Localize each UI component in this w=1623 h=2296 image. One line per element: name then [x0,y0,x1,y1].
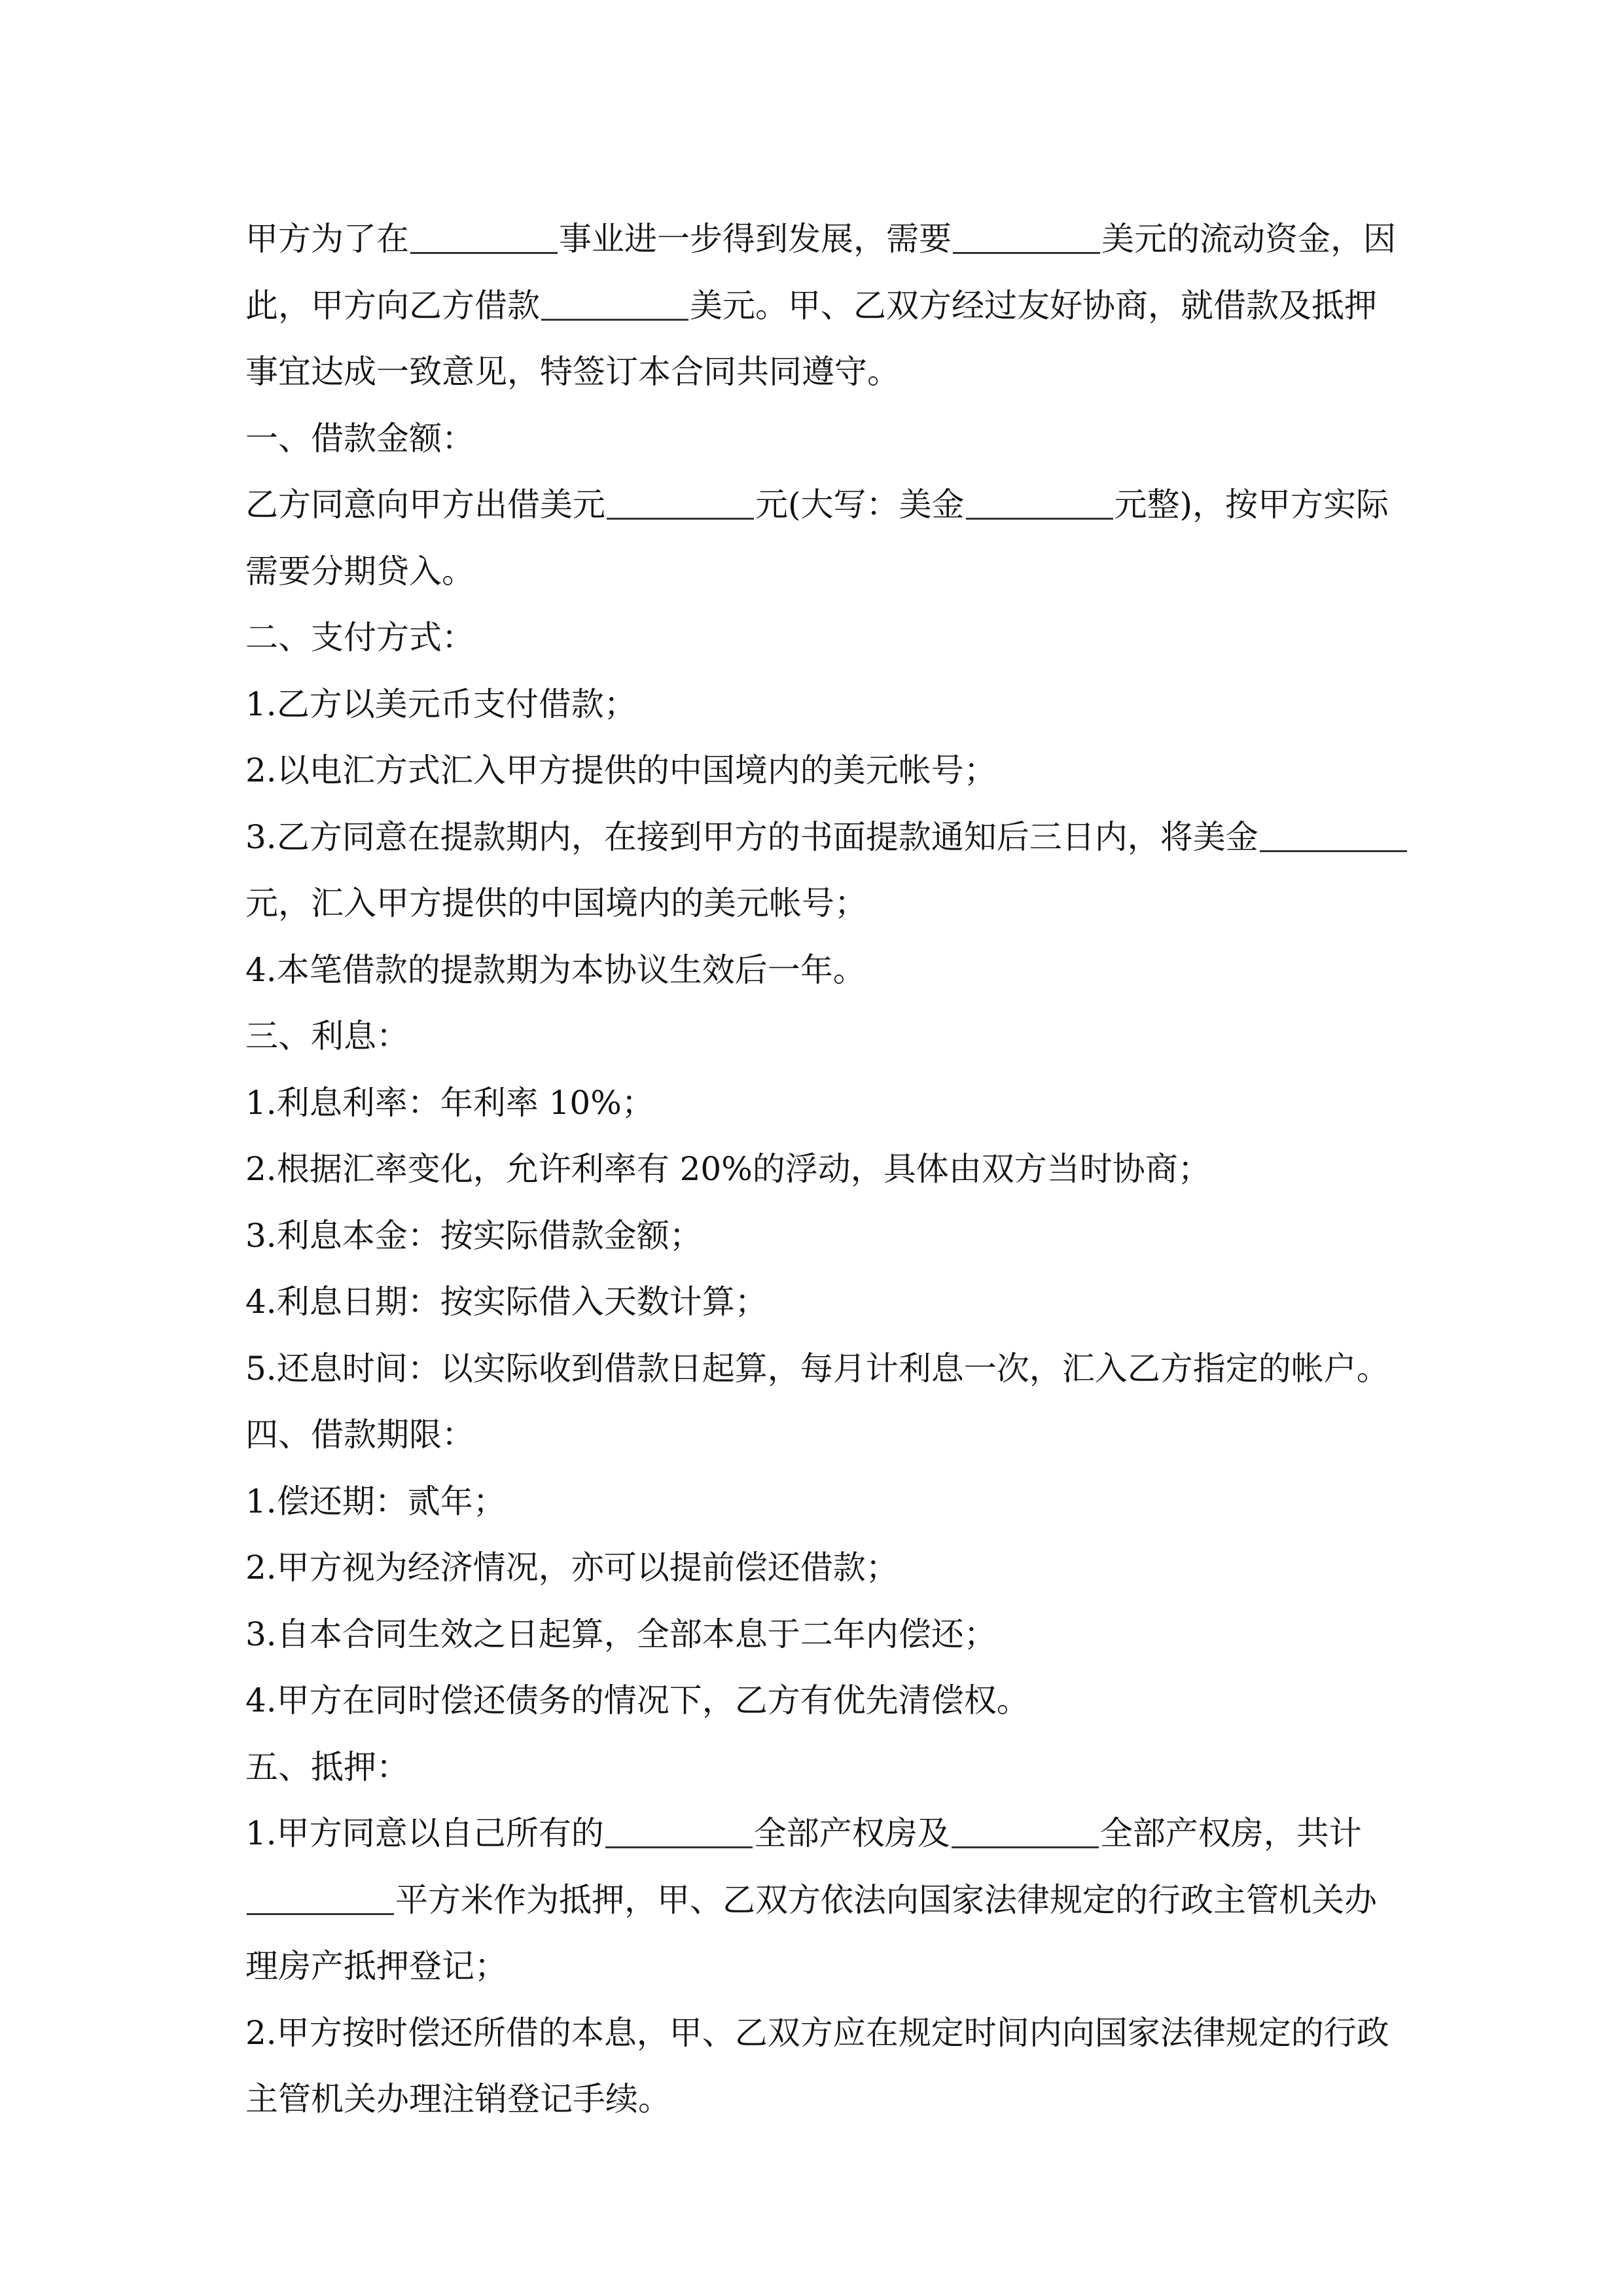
text-line: 2.根据汇率变化，允许利率有 20%的浮动，具体由双方当时协商； [245,1150,1211,1188]
fill-blank[interactable] [607,489,754,520]
fill-blank[interactable] [605,1818,753,1848]
text-line: 4.甲方在同时偿还债务的情况下，乙方有优先清偿权。 [245,1681,1029,1719]
text-line: 2.以电汇方式汇入甲方提供的中国境内的美元帐号； [245,751,997,789]
text-line: 事宜达成一致意见，特签订本合同共同遵守。 [245,353,900,391]
text-line: 3.乙方同意在提款期内，在接到甲方的书面提款通知后三日内，将美金 [245,804,1387,871]
text-line: 此，甲方向乙方借款 美元。甲、乙双方经过友好协商，就借款及抵押 [245,286,1377,325]
text-line: 元，汇入甲方提供的中国境内的美元帐号； [245,884,867,922]
text-line: 1.甲方同意以自己所有的 全部产权房及 全部产权房，共计 [245,1814,1362,1852]
fill-blank[interactable] [541,290,688,321]
text-line: 4.利息日期：按实际借入天数计算； [245,1283,768,1321]
fill-blank[interactable] [966,489,1113,520]
text-line: 甲方为了在 事业进一步得到发展，需要 美元的流动资金，因 [245,220,1396,258]
text-line: 2.甲方视为经济情况，亦可以提前偿还借款； [245,1549,899,1587]
fill-blank[interactable] [952,1818,1099,1848]
text-line: 5.还息时间：以实际收到借款日起算，每月计利息一次，汇入乙方指定的帐户。 [245,1349,1389,1388]
text-line: 需要分期贷入。 [245,552,474,590]
text-line: 3.自本合同生效之日起算，全部本息于二年内偿还； [245,1615,997,1653]
fill-blank[interactable] [410,223,558,254]
fill-blank[interactable] [1260,821,1407,852]
fill-blank[interactable] [953,223,1100,254]
text-line: 平方米作为抵押，甲、乙双方依法向国家法律规定的行政主管机关办 [245,1867,1387,1934]
text-line: 理房产抵押登记； [245,1947,507,1985]
text-line: 4.本笔借款的提款期为本协议生效后一年。 [245,950,866,989]
section-heading: 五、抵押： [245,1748,409,1786]
section-heading: 三、利息： [245,1017,409,1055]
fill-blank[interactable] [247,1884,394,1915]
contract-page [245,206,1396,2133]
text-line: 3.利息本金：按实际借款金额； [245,1216,702,1255]
section-heading: 一、借款金额： [245,419,474,457]
section-heading: 二、支付方式： [245,619,474,656]
text-line: 乙方同意向甲方出借美元 元(大写：美金 元整)，按甲方实际 [245,486,1389,524]
text-line: 1.乙方以美元币支付借款； [245,685,637,723]
text-line: 2.甲方按时偿还所借的本息，甲、乙双方应在规定时间内向国家法律规定的行政 [245,2013,1389,2052]
section-heading: 四、借款期限： [245,1416,474,1454]
text-line: 1.利息利率：年利率 10%； [245,1083,654,1122]
text-line: 1.偿还期：贰年； [245,1482,506,1520]
text-line: 主管机关办理注销登记手续。 [245,2080,671,2118]
